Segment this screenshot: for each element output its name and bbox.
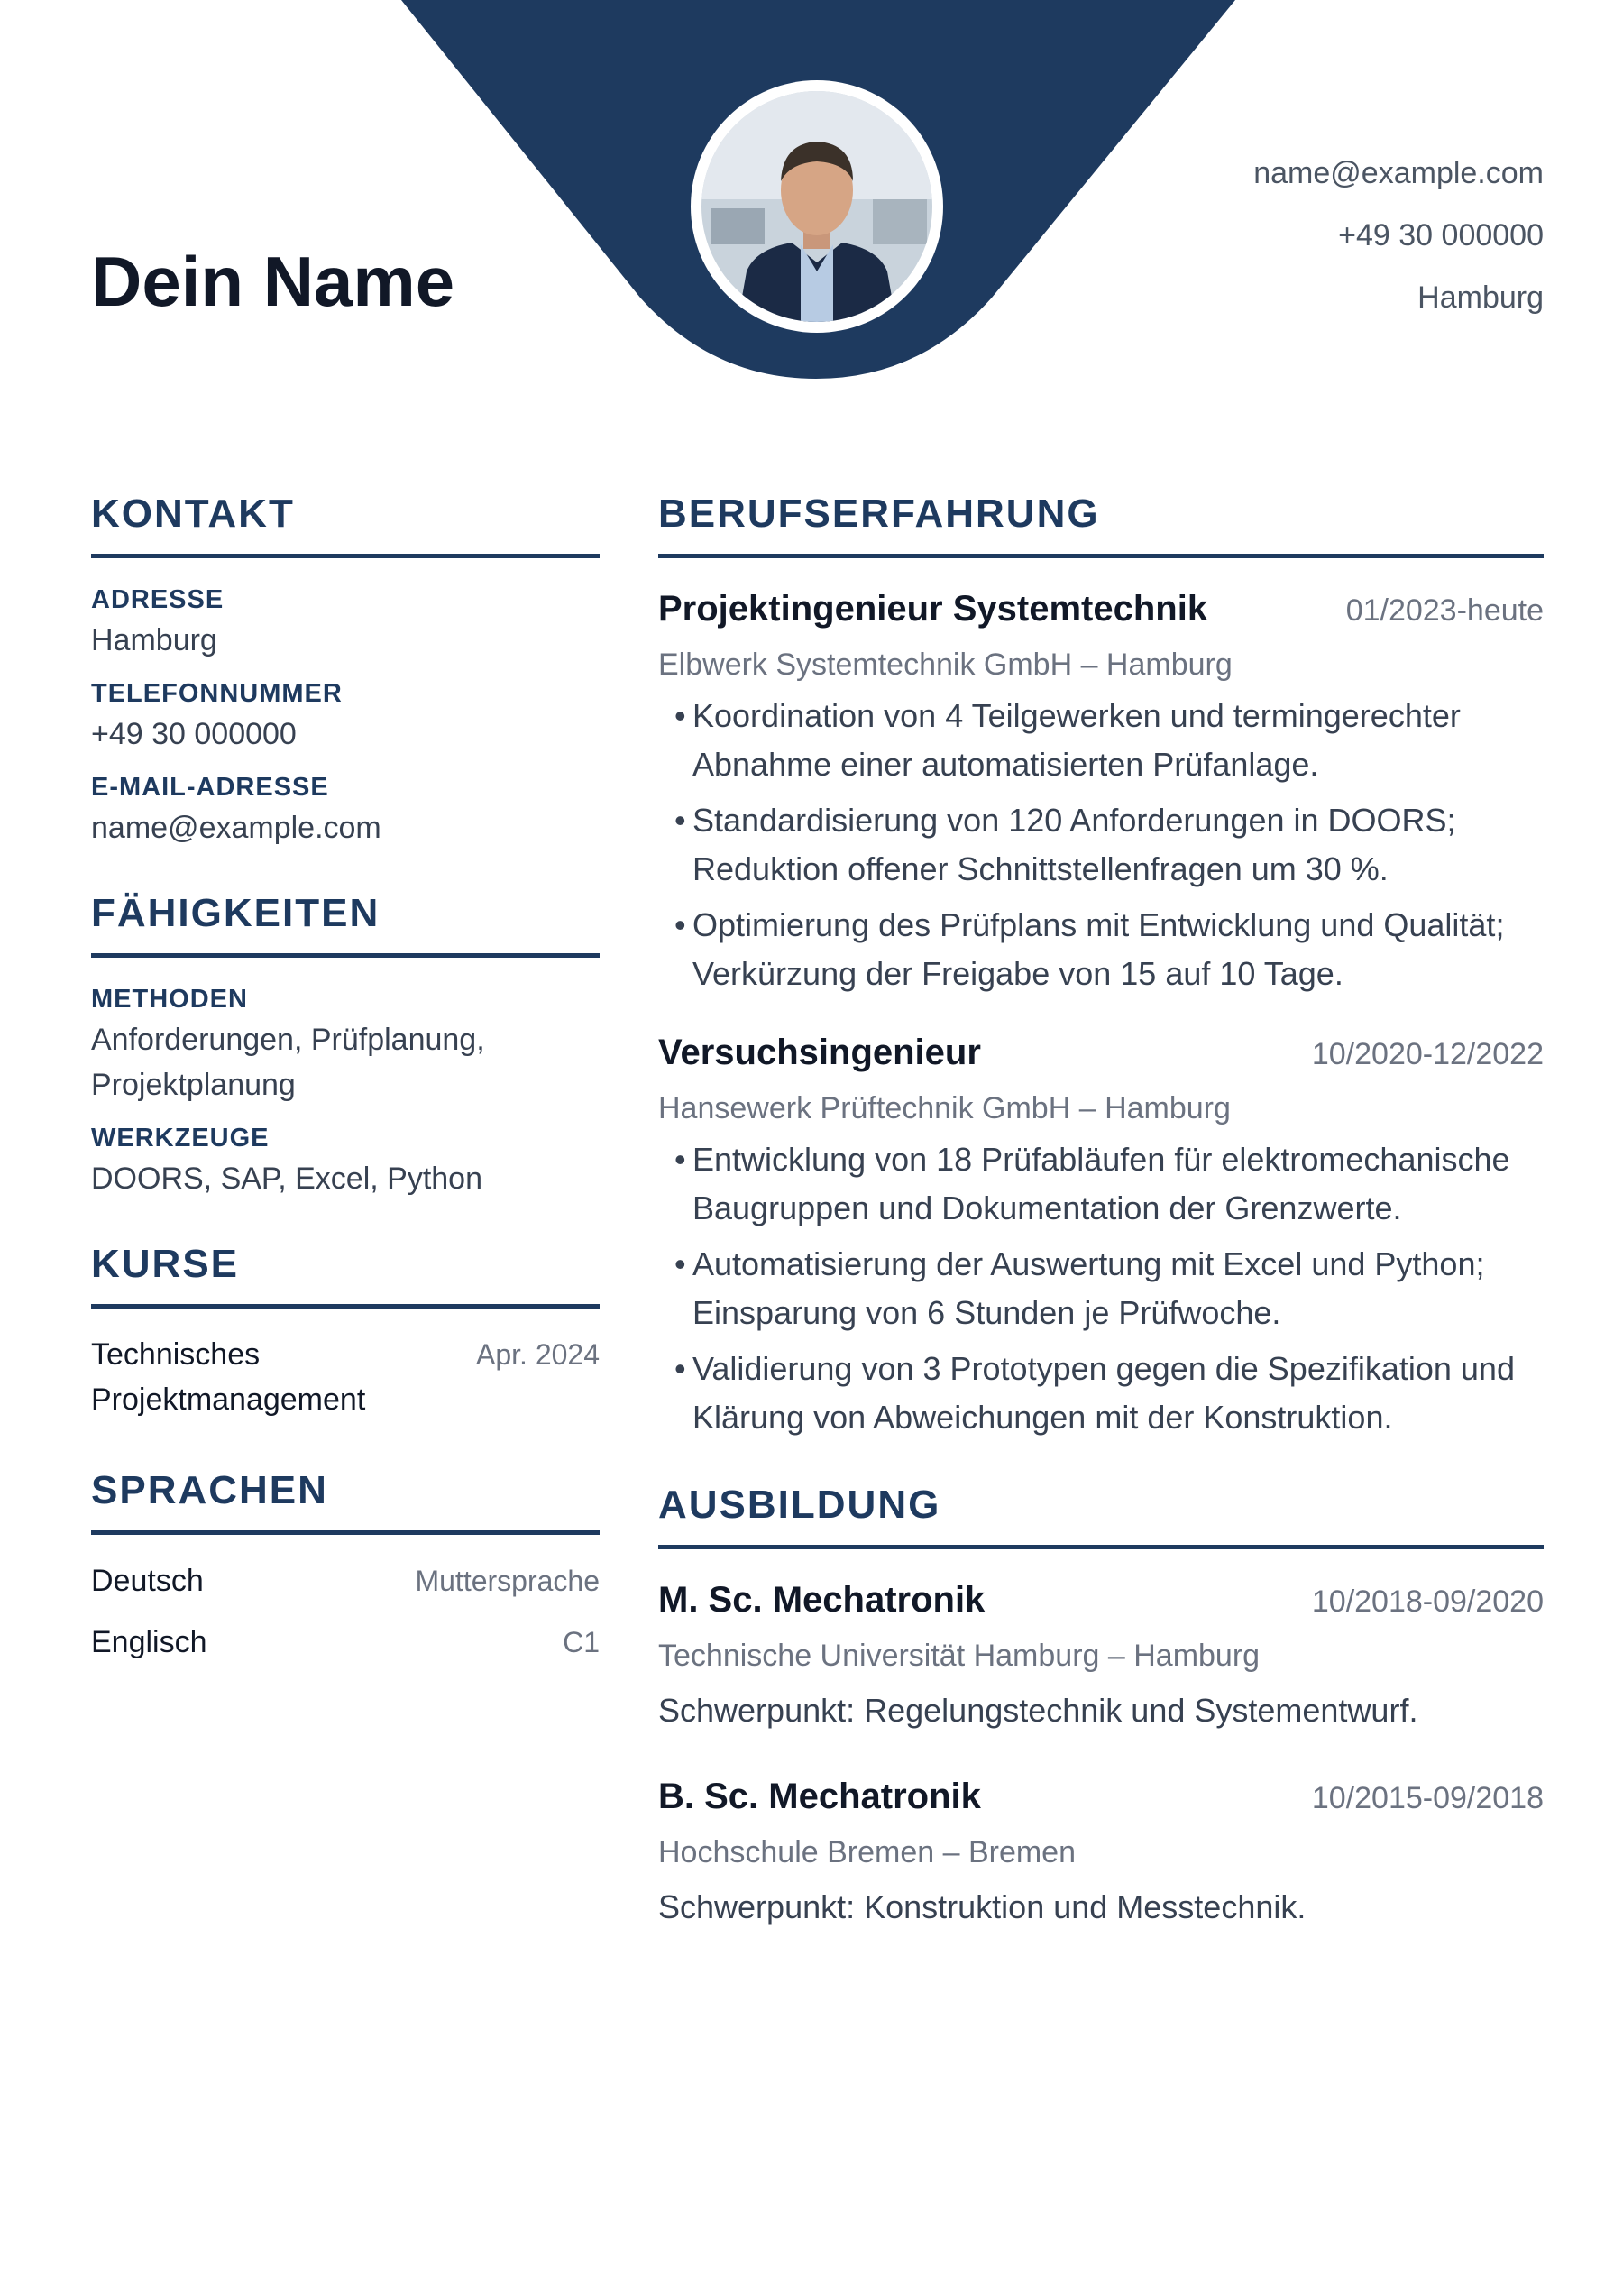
section-kontakt: [91, 487, 600, 850]
job-bullet: • Automatisierung der Auswertung mit Excel und Python; Einsparung von 6 Stunden je Prüfwoche.: [674, 1240, 1544, 1337]
education-note: Schwerpunkt: Konstruktion und Messtechnik.: [658, 1888, 1307, 1925]
profile-photo: [701, 91, 932, 322]
section-title: AUSBILDUNG: [658, 1478, 1544, 1549]
job-company: Hansewerk Prüftechnik GmbH – Hamburg: [658, 1091, 1231, 1125]
job-title: Versuchsingenieur: [658, 1033, 981, 1072]
education-date: 10/2018-09/2020: [1311, 1584, 1544, 1619]
language-level: C1: [563, 1626, 600, 1658]
course-name: Technisches Projektmanagement: [91, 1337, 366, 1417]
job-bullet: • Standardisierung von 120 Anforderungen in DOORS; Reduktion offener Schnittstellenfragen um 30 %.: [674, 796, 1544, 894]
address-label: ADRESSE: [91, 585, 225, 614]
language-row: [91, 1620, 600, 1665]
education-note: Schwerpunkt: Regelungstechnik und Systementwurf.: [658, 1692, 1418, 1729]
job-date: 10/2020-12/2022: [1311, 1037, 1544, 1071]
course-row: [91, 1332, 600, 1422]
education-entry: [658, 1769, 1544, 1935]
job-company: Elbwerk Systemtechnik GmbH – Hamburg: [658, 647, 1233, 682]
email-label: E-MAIL-ADRESSE: [91, 773, 329, 802]
person-name: Dein Name: [91, 242, 455, 321]
job-title: Projektingenieur Systemtechnik: [658, 589, 1208, 629]
job-bullet: • Entwicklung von 18 Prüfabläufen für elektromechanische Baugruppen und Dokumentation der Grenzwerte.: [674, 1135, 1544, 1233]
section-title: KONTAKT: [91, 487, 600, 558]
profile-photo-frame: [691, 80, 943, 333]
header-contact: [1165, 142, 1544, 329]
job-bullets: [658, 1135, 1544, 1442]
job-entry: [658, 582, 1544, 998]
section-languages: [91, 1464, 600, 1665]
section-skills: [91, 886, 600, 1201]
education-school: Hochschule Bremen – Bremen: [658, 1835, 1077, 1869]
address-value: Hamburg: [91, 623, 217, 657]
section-title: SPRACHEN: [91, 1464, 600, 1535]
job-entry: [658, 1025, 1544, 1442]
phone-label: TELEFONNUMMER: [91, 679, 343, 708]
skill-value: Anforderungen, Prüfplanung, Projektplanung: [91, 1023, 485, 1102]
header-email[interactable]: name@example.com: [1253, 156, 1544, 190]
job-bullet: • Koordination von 4 Teilgewerken und termingerechter Abnahme einer automatisierten Prüfanlage.: [674, 692, 1544, 789]
language-row: [91, 1558, 600, 1603]
language-level: Muttersprache: [415, 1565, 600, 1597]
section-title: KURSE: [91, 1237, 600, 1309]
education-school: Technische Universität Hamburg – Hamburg: [658, 1639, 1261, 1673]
language-name: Englisch: [91, 1625, 207, 1659]
right-column: [658, 487, 1544, 1935]
skill-value: DOORS, SAP, Excel, Python: [91, 1162, 482, 1196]
section-title: BERUFSERFAHRUNG: [658, 487, 1544, 558]
section-title: FÄHIGKEITEN: [91, 886, 600, 958]
section-courses: [91, 1237, 600, 1422]
job-bullet: • Validierung von 3 Prototypen gegen die Spezifikation und Klärung von Abweichungen mit der Konstruktion.: [674, 1345, 1544, 1442]
header-city: Hamburg: [1417, 280, 1544, 315]
education-date: 10/2015-09/2018: [1311, 1781, 1544, 1815]
degree-title: B. Sc. Mechatronik: [658, 1777, 981, 1816]
job-bullets: [658, 692, 1544, 998]
language-name: Deutsch: [91, 1564, 204, 1598]
course-date: Apr. 2024: [476, 1338, 600, 1371]
section-experience: [658, 487, 1544, 1442]
degree-title: M. Sc. Mechatronik: [658, 1580, 986, 1620]
email-value[interactable]: name@example.com: [91, 811, 381, 845]
phone-value[interactable]: +49 30 000000: [91, 717, 297, 751]
left-column: [91, 487, 600, 1665]
header-phone[interactable]: +49 30 000000: [1338, 218, 1544, 253]
education-entry: [658, 1573, 1544, 1739]
skill-label: WERKZEUGE: [91, 1124, 270, 1153]
section-education: [658, 1478, 1544, 1935]
job-date: 01/2023-heute: [1345, 593, 1544, 628]
job-bullet: • Optimierung des Prüfplans mit Entwicklung und Qualität; Verkürzung der Freigabe von 15 auf 10 Tage.: [674, 901, 1544, 998]
skill-label: METHODEN: [91, 985, 248, 1014]
